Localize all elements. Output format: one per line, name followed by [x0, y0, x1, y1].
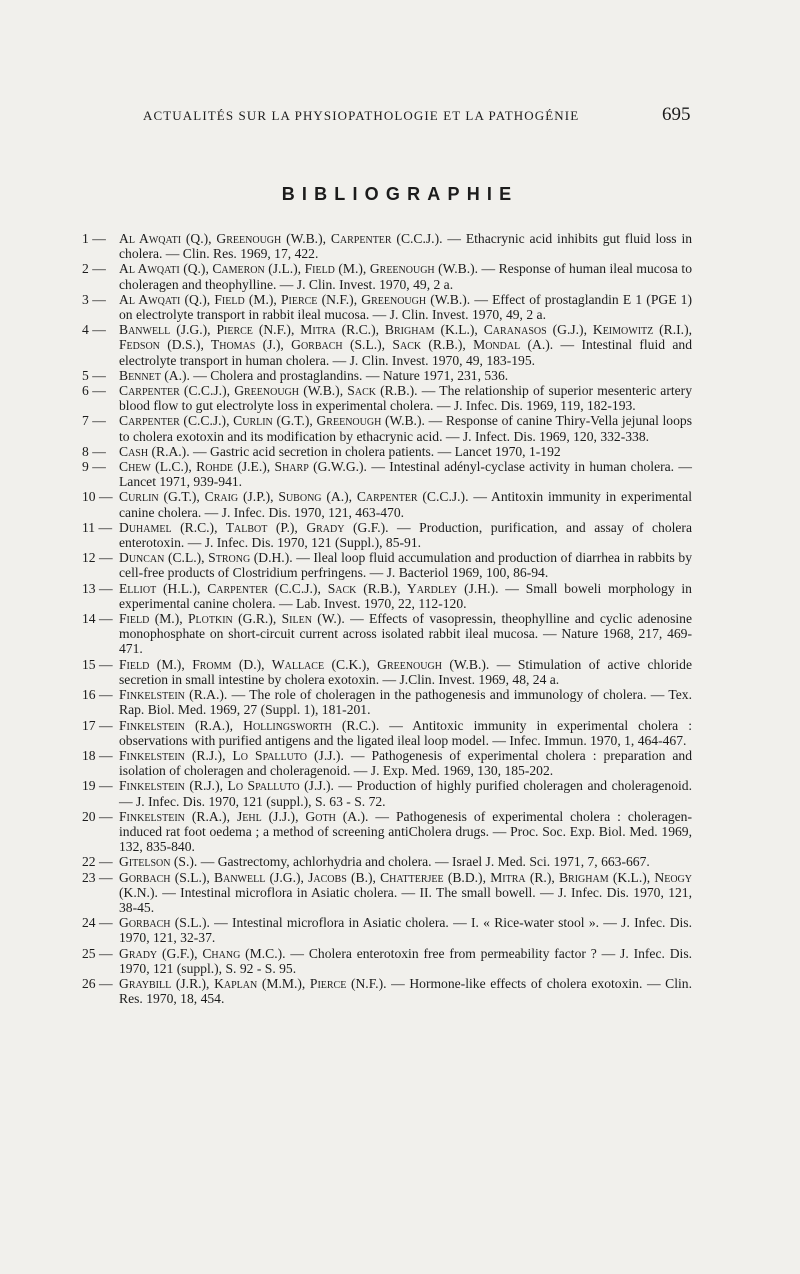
reference-entry: [82, 368, 692, 383]
reference-text: Al Awqati (Q.), Greenough (W.B.), Carpenter (C.C.J.). — Ethacrynic acid inhibits gut fluid loss in cholera. — Clin. Res. 1969, 17, 422.: [119, 231, 693, 262]
reference-entry: [82, 383, 692, 413]
reference-citation: Antitoxin immunity in experimental canine cholera. — J. Infec. Dis. 1970, 121, 463-470.: [119, 489, 692, 520]
reference-authors: Cash (R.A.).: [119, 443, 190, 459]
reference-number: 1 —: [82, 231, 106, 246]
reference-authors: Curlin (G.T.), Craig (J.P.), Subong (A.), Carpenter (C.C.J.).: [119, 489, 469, 505]
reference-number: 4 —: [82, 322, 106, 338]
reference-authors: Carpenter (C.C.J.), Greenough (W.B.), Sack (R.B.).: [119, 383, 418, 399]
reference-citation: Ileal loop fluid accumulation and production of diarrhea in rabbits by cell-free products of Clostridium perfringens. — J. Bacteriol 1969, 100, 86-94.: [119, 550, 692, 581]
reference-entry: [82, 854, 692, 869]
reference-citation: Cholera enterotoxin free from permeability factor ? — J. Infec. Dis. 1970, 121 (suppl.), S. 92 - S. 95.: [119, 945, 693, 976]
reference-text: Gorbach (S.L.), Banwell (J.G.), Jacobs (B.), Chatterjee (B.D.), Mitra (R.), Brigham (K.L.), Neogy (K.N.). — Intestinal microflora in Asiatic cholera. — II. The small bowell. — J. Infec. Dis. 1970, 121, 38-45.: [119, 869, 692, 915]
reference-number-value: 7: [82, 413, 89, 429]
reference-text: Finkelstein (R.A.), Hollingsworth (R.C.). — Antitoxic immunity in experimental cholera : observations with purified antigens and the ligated ileal loop model. — Infec. Immun. 1970, 1, 464-467.: [119, 717, 693, 748]
reference-authors: Al Awqati (Q.), Greenough (W.B.), Carpenter (C.C.J.).: [119, 231, 443, 246]
reference-entry: [82, 520, 692, 550]
reference-authors: Finkelstein (R.J.), Lo Spalluto (J.J.).: [119, 747, 344, 763]
reference-authors: Finkelstein (R.A.).: [119, 687, 228, 703]
reference-number: 7 —: [82, 413, 106, 429]
reference-text: Bennet (A.). — Cholera and prostaglandins. — Nature 1971, 231, 536.: [119, 367, 509, 383]
reference-citation: Pathogenesis of experimental cholera : preparation and isolation of choleragen and choleragenoid. — J. Exp. Med. 1969, 130, 185-202.: [119, 747, 693, 779]
reference-number-value: 16: [82, 687, 96, 703]
reference-authors: Gitelson (S.).: [119, 854, 198, 870]
reference-number: 2 —: [82, 261, 106, 277]
reference-citation: Response of canine Thiry-Vella jejunal loops to cholera exotoxin and its modification by ethacrynic acid. — J. Infect. Dis. 1969, 120, 332-338.: [119, 413, 692, 444]
reference-text: Grady (G.F.), Chang (M.C.). — Cholera enterotoxin free from permeability factor ? — J. Infec. Dis. 1970, 121 (suppl.), S. 92 - S. 95.: [119, 945, 693, 976]
reference-authors: Elliot (H.L.), Carpenter (C.C.J.), Sack (R.B.), Yardley (J.H.).: [119, 580, 499, 596]
reference-number: 19 —: [82, 778, 113, 794]
reference-entry: [82, 550, 692, 580]
reference-number-value: 18: [82, 747, 96, 763]
reference-number-value: 11: [82, 519, 96, 535]
reference-number-value: 6: [82, 383, 89, 399]
reference-authors: Duncan (C.L.), Strong (D.H.).: [119, 550, 293, 566]
reference-authors: Al Awqati (Q.), Field (M.), Pierce (N.F.), Greenough (W.B.).: [119, 291, 471, 307]
reference-number-value: 22: [82, 854, 96, 870]
reference-entry: [82, 976, 692, 1006]
reference-text: Field (M.), Plotkin (G.R.), Silen (W.). — Effects of vasopressin, theophylline and cyclic adenosine monophosphate on short-circuit current across isolated rabbit ileal mucosa. — Nature 1968, 217, 469-471.: [119, 611, 692, 657]
reference-entry: [82, 292, 692, 322]
reference-entry: [82, 261, 692, 291]
reference-citation: Effect of prostaglandin E 1 (PGE 1) on electrolyte transport in rabbit ileal mucosa. — J. Clin. Invest. 1970, 49, 2 a.: [119, 291, 692, 323]
reference-number: 3 —: [82, 291, 106, 307]
reference-citation: Antitoxic immunity in experimental cholera : observations with purified antigens and the ligated ileal loop model. — Infec. Immun. 1970, 1, 464-467.: [119, 717, 693, 748]
reference-text: Finkelstein (R.A.). — The role of choleragen in the pathogenesis and immunology of cholera. — Tex. Rap. Biol. Med. 1969, 27 (Suppl. 1), 181-201.: [119, 687, 692, 718]
reference-number: 17 —: [82, 717, 113, 733]
reference-number-value: 24: [82, 915, 96, 931]
reference-citation: Hormone-like effects of cholera exotoxin. — Clin. Res. 1970, 18, 454.: [119, 975, 692, 1007]
reference-number-value: 2: [82, 261, 89, 277]
reference-entry: [82, 657, 692, 687]
reference-authors: Grady (G.F.), Chang (M.C.).: [119, 945, 286, 961]
reference-authors: Finkelstein (R.A.), Jehl (J.J.), Goth (A.).: [119, 808, 369, 824]
reference-citation: Intestinal microflora in Asiatic cholera. — I. « Rice-water stool ». — J. Infec. Dis. 1970, 121, 32-37.: [119, 915, 692, 946]
reference-number: 22 —: [82, 854, 113, 870]
reference-number-value: 20: [82, 808, 96, 824]
reference-number: 11 —: [82, 519, 113, 535]
reference-number: 16 —: [82, 687, 113, 703]
reference-number: 10 —: [82, 489, 113, 505]
reference-number-value: 14: [82, 611, 96, 627]
reference-authors: Finkelstein (R.J.), Lo Spalluto (J.J.).: [119, 778, 334, 794]
reference-number: 24 —: [82, 915, 113, 931]
reference-text: Chew (L.C.), Rohde (J.E.), Sharp (G.W.G.). — Intestinal adényl-cyclase activity in human cholera. — Lancet 1971, 939-941.: [119, 459, 693, 490]
reference-citation: Pathogenesis of experimental cholera : choleragen-induced rat foot oedema ; a method of screening antiCholera drugs. — Proc. Soc. Exp. Biol. Med. 1969, 132, 835-840.: [119, 808, 693, 855]
reference-text: Carpenter (C.C.J.), Greenough (W.B.), Sack (R.B.). — The relationship of superior mesenteric artery blood flow to gut electrolyte loss in experimental cholera. — J. Infec. Dis. 1969, 119, 182-193.: [119, 383, 692, 414]
reference-number-value: 15: [82, 656, 96, 672]
reference-number-value: 10: [82, 489, 96, 505]
reference-authors: Field (M.), Fromm (D.), Wallace (C.K.), Greenough (W.B.).: [119, 656, 490, 672]
reference-entry: [82, 231, 692, 261]
reference-authors: Field (M.), Plotkin (G.R.), Silen (W.).: [119, 611, 345, 627]
reference-citation: Production of highly purified choleragen and choleragenoid. — J. Infec. Dis. 1970, 121 (suppl.), S. 63 - S. 72.: [119, 778, 693, 809]
reference-text: Curlin (G.T.), Craig (J.P.), Subong (A.), Carpenter (C.C.J.). — Antitoxin immunity in experimental canine cholera. — J. Infec. Dis. 1970, 121, 463-470.: [119, 489, 692, 520]
reference-entry: [82, 444, 692, 459]
reference-authors: Graybill (J.R.), Kaplan (M.M.), Pierce (N.F.).: [119, 975, 387, 991]
reference-text: Banwell (J.G.), Pierce (N.F.), Mitra (R.C.), Brigham (K.L.), Caranasos (G.J.), Keimowitz (R.I.), Fedson (D.S.), Thomas (J.), Gorbach (S.L.), Sack (R.B.), Mondal (A.). — Intestinal fluid and electrolyte transport in human cholera. — J. Clin. Invest. 1970, 49, 183-195.: [119, 322, 692, 368]
reference-text: Finkelstein (R.A.), Jehl (J.J.), Goth (A.). — Pathogenesis of experimental cholera : choleragen-induced rat foot oedema ; a method of screening antiCholera drugs. — Proc. Soc. Exp. Biol. Med. 1969, 132, 835-840.: [119, 808, 693, 855]
reference-text: Gorbach (S.L.). — Intestinal microflora in Asiatic cholera. — I. « Rice-water stool ». — J. Infec. Dis. 1970, 121, 32-37.: [119, 915, 692, 946]
reference-entry: [82, 459, 692, 489]
reference-citation: Response of human ileal mucosa to choleragen and theophylline. — J. Clin. Invest. 1970, 49, 2 a.: [119, 261, 692, 292]
reference-authors: Carpenter (C.C.J.), Curlin (G.T.), Greenough (W.B.).: [119, 413, 425, 429]
reference-entry: [82, 687, 692, 717]
reference-text: Al Awqati (Q.), Cameron (J.L.), Field (M.), Greenough (W.B.). — Response of human ileal mucosa to choleragen and theophylline. — J. Clin. Invest. 1970, 49, 2 a.: [119, 261, 692, 292]
reference-entry: [82, 322, 692, 368]
reference-citation: Intestinal fluid and electrolyte transport in human cholera. — J. Clin. Invest. 1970, 49, 183-195.: [119, 337, 692, 368]
reference-text: Finkelstein (R.J.), Lo Spalluto (J.J.). — Pathogenesis of experimental cholera : preparation and isolation of choleragen and choleragenoid. — J. Exp. Med. 1969, 130, 185-202.: [119, 747, 693, 779]
running-head: ACTUALITÉS SUR LA PHYSIOPATHOLOGIE ET LA PATHOGÉNIE: [143, 108, 580, 123]
reference-citation: The role of choleragen in the pathogenesis and immunology of cholera. — Tex. Rap. Biol. Med. 1969, 27 (Suppl. 1), 181-201.: [119, 687, 692, 718]
reference-number: 9 —: [82, 459, 106, 475]
reference-text: Al Awqati (Q.), Field (M.), Pierce (N.F.), Greenough (W.B.). — Effect of prostaglandin E 1 (PGE 1) on electrolyte transport in rabbit ileal mucosa. — J. Clin. Invest. 1970, 49, 2 a.: [119, 291, 692, 323]
reference-authors: Bennet (A.).: [119, 367, 190, 383]
reference-number-value: 1: [82, 231, 89, 246]
reference-entry: [82, 870, 692, 916]
reference-citation: Intestinal microflora in Asiatic cholera. — II. The small bowell. — J. Infec. Dis. 1970, 121, 38-45.: [119, 884, 692, 915]
reference-number: 26 —: [82, 975, 113, 991]
reference-text: Carpenter (C.C.J.), Curlin (G.T.), Greenough (W.B.). — Response of canine Thiry-Vella jejunal loops to cholera exotoxin and its modification by ethacrynic acid. — J. Infect. Dis. 1969, 120, 332-338.: [119, 413, 692, 444]
reference-citation: Stimulation of active chloride secretion in small intestine by cholera exotoxin. — J.Clin. Invest. 1969, 48, 24 a.: [119, 656, 693, 687]
section-title: BIBLIOGRAPHIE: [281, 184, 519, 204]
reference-number: 25 —: [82, 945, 113, 961]
reference-entry: [82, 748, 692, 778]
reference-number-value: 26: [82, 975, 96, 991]
reference-number-value: 17: [82, 717, 96, 733]
running-header: [0, 104, 800, 134]
reference-number-value: 3: [82, 291, 89, 307]
reference-number: 13 —: [82, 580, 113, 596]
reference-text: Cash (R.A.). — Gastric acid secretion in cholera patients. — Lancet 1970, 1-192: [119, 443, 561, 459]
reference-number-value: 9: [82, 459, 89, 475]
reference-entry: [82, 611, 692, 657]
reference-number: 12 —: [82, 550, 113, 566]
reference-authors: Gorbach (S.L.), Banwell (J.G.), Jacobs (B.), Chatterjee (B.D.), Mitra (R.), Brigham (K.L.), Neogy (K.N.).: [119, 869, 692, 900]
reference-number: 8 —: [82, 443, 106, 459]
reference-text: Finkelstein (R.J.), Lo Spalluto (J.J.). — Production of highly purified choleragen and choleragenoid. — J. Infec. Dis. 1970, 121 (suppl.), S. 63 - S. 72.: [119, 778, 693, 809]
reference-citation: Cholera and prostaglandins. — Nature 1971, 231, 536.: [210, 367, 509, 383]
reference-entry: [82, 718, 692, 748]
reference-citation: Production, purification, and assay of cholera enterotoxin. — J. Infec. Dis. 1970, 121 (Suppl.), 85-91.: [119, 519, 692, 551]
reference-text: Field (M.), Fromm (D.), Wallace (C.K.), Greenough (W.B.). — Stimulation of active chloride secretion in small intestine by cholera exotoxin. — J.Clin. Invest. 1969, 48, 24 a.: [119, 656, 693, 687]
reference-text: Elliot (H.L.), Carpenter (C.C.J.), Sack (R.B.), Yardley (J.H.). — Small boweli morphology in experimental canine cholera. — Lab. Invest. 1970, 22, 112-120.: [119, 580, 692, 611]
reference-entry: [82, 581, 692, 611]
reference-entry: [82, 915, 692, 945]
reference-number-value: 19: [82, 778, 96, 794]
page-number: 695: [662, 104, 691, 125]
reference-number: 23 —: [82, 869, 113, 885]
reference-authors: Duhamel (R.C.), Talbot (P.), Grady (G.F.).: [119, 519, 389, 535]
reference-number: 14 —: [82, 611, 113, 627]
reference-number: 5 —: [82, 367, 106, 383]
reference-number-value: 8: [82, 443, 89, 459]
reference-authors: Gorbach (S.L.).: [119, 915, 210, 931]
reference-number: 6 —: [82, 383, 106, 399]
reference-text: Duncan (C.L.), Strong (D.H.). — Ileal loop fluid accumulation and production of diarrhea in rabbits by cell-free products of Clostridium perfringens. — J. Bacteriol 1969, 100, 86-94.: [119, 550, 692, 581]
reference-citation: Ethacrynic acid inhibits gut fluid loss in cholera. — Clin. Res. 1969, 17, 422.: [119, 231, 693, 262]
reference-entry: [82, 946, 692, 976]
reference-entry: [82, 489, 692, 519]
reference-number: 20 —: [82, 808, 113, 824]
reference-entry: [82, 809, 692, 855]
reference-citation: Intestinal adényl-cyclase activity in human cholera. — Lancet 1971, 939-941.: [119, 459, 693, 490]
reference-number-value: 23: [82, 869, 96, 885]
reference-entry: [82, 413, 692, 443]
reference-citation: Gastric acid secretion in cholera patients. — Lancet 1970, 1-192: [210, 443, 561, 459]
reference-list: [82, 231, 692, 1006]
reference-text: Graybill (J.R.), Kaplan (M.M.), Pierce (N.F.). — Hormone-like effects of cholera exotoxin. — Clin. Res. 1970, 18, 454.: [119, 975, 692, 1007]
reference-authors: Chew (L.C.), Rohde (J.E.), Sharp (G.W.G.).: [119, 459, 367, 475]
reference-text: Gitelson (S.). — Gastrectomy, achlorhydria and cholera. — Israel J. Med. Sci. 1971, 7, 663-667.: [119, 854, 650, 870]
reference-citation: Gastrectomy, achlorhydria and cholera. — Israel J. Med. Sci. 1971, 7, 663-667.: [217, 854, 650, 870]
reference-citation: Small boweli morphology in experimental canine cholera. — Lab. Invest. 1970, 22, 112-120.: [119, 580, 692, 611]
reference-authors: Banwell (J.G.), Pierce (N.F.), Mitra (R.C.), Brigham (K.L.), Caranasos (G.J.), Keimowitz (R.I.), Fedson (D.S.), Thomas (J.), Gorbach (S.L.), Sack (R.B.), Mondal (A.).: [119, 322, 692, 353]
reference-number-value: 25: [82, 945, 96, 961]
reference-number-value: 5: [82, 367, 89, 383]
reference-citation: Effects of vasopressin, theophylline and cyclic adenosine monophosphate on short-circuit current across isolated rabbit ileal mucosa. — Nature 1968, 217, 469-471.: [119, 611, 692, 657]
reference-number-value: 13: [82, 580, 96, 596]
reference-authors: Al Awqati (Q.), Cameron (J.L.), Field (M.), Greenough (W.B.).: [119, 261, 479, 277]
reference-text: Duhamel (R.C.), Talbot (P.), Grady (G.F.). — Production, purification, and assay of cholera enterotoxin. — J. Infec. Dis. 1970, 121 (Suppl.), 85-91.: [119, 519, 692, 551]
reference-number: 18 —: [82, 747, 113, 763]
reference-entry: [82, 778, 692, 808]
reference-number: 15 —: [82, 656, 113, 672]
reference-number-value: 12: [82, 550, 96, 566]
reference-authors: Finkelstein (R.A.), Hollingsworth (R.C.).: [119, 717, 380, 733]
reference-number-value: 4: [82, 322, 89, 338]
reference-citation: The relationship of superior mesenteric artery blood flow to gut electrolyte loss in experimental cholera. — J. Infec. Dis. 1969, 119, 182-193.: [119, 383, 692, 414]
